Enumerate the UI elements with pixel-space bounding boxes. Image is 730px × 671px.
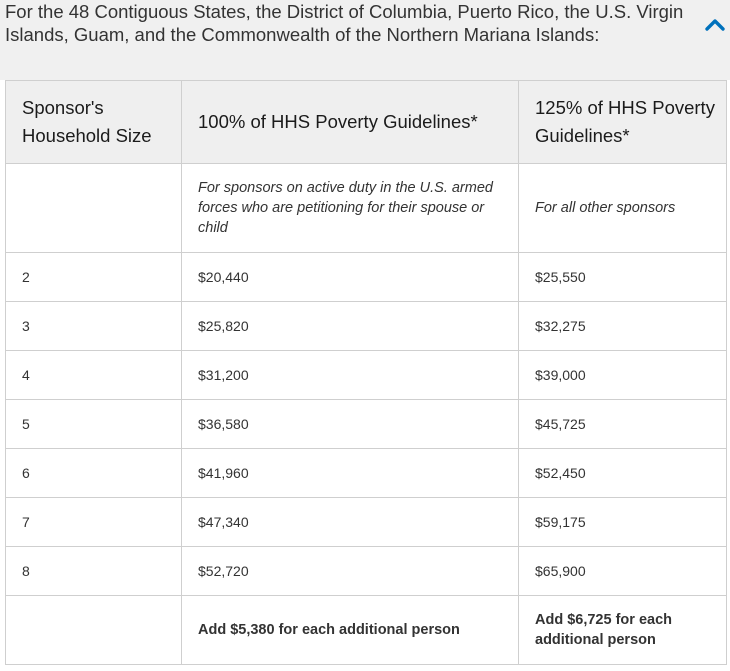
pct100-cell: $47,340 bbox=[182, 498, 519, 547]
pct100-cell: $31,200 bbox=[182, 351, 519, 400]
column-header-125-percent: 125% of HHS Poverty Guidelines* bbox=[519, 81, 727, 164]
table-row bbox=[6, 351, 727, 400]
footer-100-percent: Add $5,380 for each additional person bbox=[182, 596, 519, 665]
table-row bbox=[6, 547, 727, 596]
household-size-cell: 7 bbox=[6, 498, 182, 547]
household-size-cell: 4 bbox=[6, 351, 182, 400]
table-row bbox=[6, 498, 727, 547]
additional-person-row bbox=[6, 596, 727, 665]
pct125-cell: $65,900 bbox=[519, 547, 727, 596]
column-header-100-percent: 100% of HHS Poverty Guidelines* bbox=[182, 81, 519, 164]
table-row bbox=[6, 449, 727, 498]
pct125-cell: $45,725 bbox=[519, 400, 727, 449]
household-size-cell: 3 bbox=[6, 302, 182, 351]
poverty-guidelines-table bbox=[5, 80, 727, 665]
pct125-cell: $32,275 bbox=[519, 302, 727, 351]
table-row bbox=[6, 400, 727, 449]
description-125-percent: For all other sponsors bbox=[519, 164, 727, 253]
description-household-size bbox=[6, 164, 182, 253]
household-size-cell: 6 bbox=[6, 449, 182, 498]
footer-household-size bbox=[6, 596, 182, 665]
table-row bbox=[6, 253, 727, 302]
pct125-cell: $25,550 bbox=[519, 253, 727, 302]
column-header-household-size: Sponsor's Household Size bbox=[6, 81, 182, 164]
pct125-cell: $59,175 bbox=[519, 498, 727, 547]
pct100-cell: $41,960 bbox=[182, 449, 519, 498]
pct100-cell: $25,820 bbox=[182, 302, 519, 351]
household-size-cell: 5 bbox=[6, 400, 182, 449]
footer-125-percent: Add $6,725 for each additional person bbox=[519, 596, 727, 665]
pct125-cell: $52,450 bbox=[519, 449, 727, 498]
table-row bbox=[6, 302, 727, 351]
household-size-cell: 8 bbox=[6, 547, 182, 596]
household-size-cell: 2 bbox=[6, 253, 182, 302]
description-100-percent: For sponsors on active duty in the U.S. armed forces who are petitioning for their spouse or child bbox=[182, 164, 519, 253]
accordion-title[interactable]: For the 48 Contiguous States, the District of Columbia, Puerto Rico, the U.S. Virgin Islands, Guam, and the Commonwealth of the Northern Mariana Islands: bbox=[5, 1, 684, 45]
pct125-cell: $39,000 bbox=[519, 351, 727, 400]
pct100-cell: $52,720 bbox=[182, 547, 519, 596]
accordion-header[interactable] bbox=[0, 0, 730, 80]
description-row bbox=[6, 164, 727, 253]
chevron-up-icon[interactable] bbox=[702, 14, 728, 34]
pct100-cell: $20,440 bbox=[182, 253, 519, 302]
pct100-cell: $36,580 bbox=[182, 400, 519, 449]
table-header-row bbox=[6, 81, 727, 164]
